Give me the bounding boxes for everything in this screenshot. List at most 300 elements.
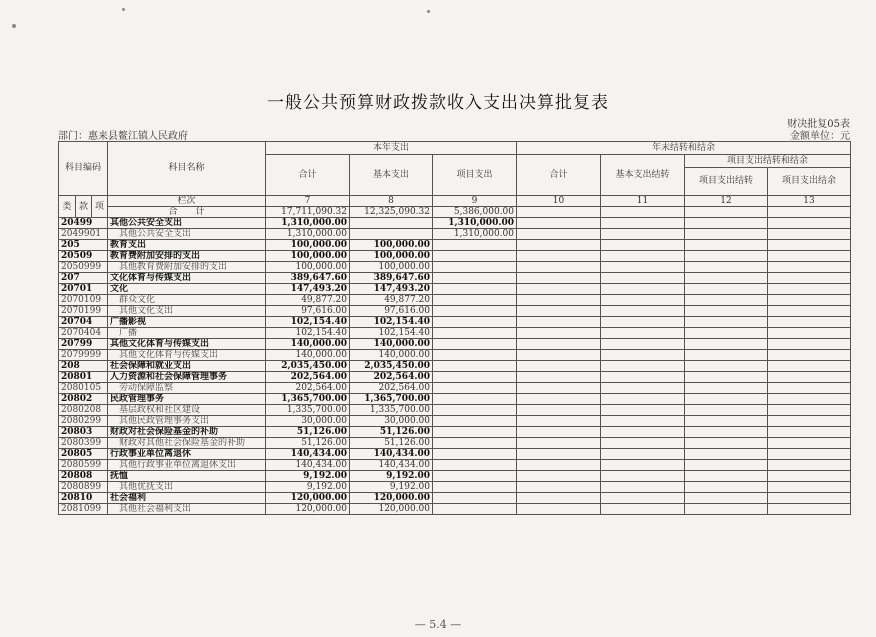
empty-cell (517, 438, 601, 449)
table-row (59, 262, 851, 273)
row-basic: 51,126.00 (350, 438, 433, 449)
row-project (433, 328, 517, 339)
empty-cell (685, 449, 768, 460)
empty-cell (768, 306, 851, 317)
row-project (433, 427, 517, 438)
row-code: 2080299 (59, 416, 108, 427)
header-subject-code: 科目编码 (59, 142, 108, 196)
empty-cell (517, 273, 601, 284)
row-code: 207 (59, 273, 108, 284)
empty-cell (601, 218, 685, 229)
row-total: 140,000.00 (266, 350, 350, 361)
row-basic: 9,192.00 (350, 482, 433, 493)
table-row (59, 372, 851, 383)
row-code: 20808 (59, 471, 108, 482)
row-project (433, 405, 517, 416)
row-total: 389,647.60 (266, 273, 350, 284)
row-name: 广播影视 (108, 317, 266, 328)
row-code: 20499 (59, 218, 108, 229)
row-total: 1,310,000.00 (266, 218, 350, 229)
empty-cell (517, 493, 601, 504)
row-project (433, 471, 517, 482)
empty-cell (517, 350, 601, 361)
table-row (59, 229, 851, 240)
header-year-end: 年末结转和结余 (517, 142, 851, 155)
row-code: 20801 (59, 372, 108, 383)
row-project (433, 416, 517, 427)
empty-cell (768, 427, 851, 438)
row-project (433, 449, 517, 460)
header-column-no: 栏次 (108, 196, 266, 207)
table-row (59, 383, 851, 394)
empty-cell (768, 218, 851, 229)
row-total: 100,000.00 (266, 240, 350, 251)
empty-cell (768, 482, 851, 493)
empty-cell (685, 372, 768, 383)
row-project (433, 482, 517, 493)
row-total: 140,434.00 (266, 460, 350, 471)
row-name: 财政对其他社会保险基金的补助 (108, 438, 266, 449)
col-num: 13 (768, 196, 851, 207)
col-num: 11 (601, 196, 685, 207)
grand-total-amount: 17,711,090.32 (266, 207, 350, 218)
amount-unit: 金额单位：元 (790, 131, 850, 142)
header-ye-total: 合计 (517, 155, 601, 196)
row-basic: 202,564.00 (350, 383, 433, 394)
row-project (433, 350, 517, 361)
row-basic: 140,434.00 (350, 449, 433, 460)
table-row (59, 427, 851, 438)
row-code: 208 (59, 361, 108, 372)
empty-cell (685, 251, 768, 262)
empty-cell (601, 339, 685, 350)
empty-cell (685, 460, 768, 471)
empty-cell (517, 361, 601, 372)
budget-table-wrapper (58, 141, 850, 515)
row-code: 2070199 (59, 306, 108, 317)
empty-cell (517, 482, 601, 493)
row-name: 教育支出 (108, 240, 266, 251)
empty-cell (685, 229, 768, 240)
row-total: 120,000.00 (266, 504, 350, 515)
empty-cell (768, 449, 851, 460)
col-num: 9 (433, 196, 517, 207)
empty-cell (685, 493, 768, 504)
header-lei: 类 (59, 196, 76, 218)
row-basic: 140,434.00 (350, 460, 433, 471)
row-project (433, 394, 517, 405)
empty-cell (601, 229, 685, 240)
empty-cell (768, 273, 851, 284)
row-basic: 102,154.40 (350, 328, 433, 339)
table-row (59, 471, 851, 482)
empty-cell (768, 240, 851, 251)
empty-cell (601, 350, 685, 361)
row-basic: 140,000.00 (350, 350, 433, 361)
empty-cell (768, 460, 851, 471)
row-name: 抚恤 (108, 471, 266, 482)
row-name: 其他公共安全支出 (108, 218, 266, 229)
empty-cell (768, 251, 851, 262)
header-ye-project-carry: 项目支出结转 (685, 168, 768, 196)
empty-cell (685, 218, 768, 229)
header-kuan: 款 (76, 196, 92, 218)
col-num: 12 (685, 196, 768, 207)
row-name: 其他社会福利支出 (108, 504, 266, 515)
empty-cell (685, 262, 768, 273)
scan-speck (12, 24, 16, 28)
scan-speck (122, 8, 125, 11)
empty-cell (685, 306, 768, 317)
row-code: 20509 (59, 251, 108, 262)
empty-cell (768, 361, 851, 372)
row-code: 2049901 (59, 229, 108, 240)
form-code: 财决批复05表 (787, 119, 850, 130)
table-row (59, 493, 851, 504)
row-name: 社会福利 (108, 493, 266, 504)
row-project (433, 361, 517, 372)
row-basic (350, 218, 433, 229)
empty-cell (768, 504, 851, 515)
empty-cell (768, 295, 851, 306)
row-project (433, 295, 517, 306)
row-name: 其他教育费附加安排的支出 (108, 262, 266, 273)
empty-cell (768, 394, 851, 405)
empty-cell (601, 427, 685, 438)
table-row (59, 218, 851, 229)
row-code: 20805 (59, 449, 108, 460)
row-name: 财政对社会保险基金的补助 (108, 427, 266, 438)
budget-table (58, 141, 851, 515)
empty-cell (685, 361, 768, 372)
row-name: 文化体育与传媒支出 (108, 273, 266, 284)
header-project: 项目支出 (433, 155, 517, 196)
row-project (433, 504, 517, 515)
row-name: 其他文化支出 (108, 306, 266, 317)
row-total: 49,877.20 (266, 295, 350, 306)
empty-cell (601, 460, 685, 471)
row-total: 202,564.00 (266, 372, 350, 383)
row-project: 1,310,000.00 (433, 229, 517, 240)
row-name: 民政管理事务 (108, 394, 266, 405)
empty-cell (517, 405, 601, 416)
empty-cell (601, 306, 685, 317)
table-row (59, 251, 851, 262)
row-basic: 120,000.00 (350, 504, 433, 515)
empty-cell (517, 372, 601, 383)
row-name: 行政事业单位离退休 (108, 449, 266, 460)
row-basic: 9,192.00 (350, 471, 433, 482)
table-row (59, 317, 851, 328)
empty-cell (768, 493, 851, 504)
row-code: 2079999 (59, 350, 108, 361)
table-row (59, 482, 851, 493)
row-total: 202,564.00 (266, 383, 350, 394)
empty-cell (768, 317, 851, 328)
table-body (59, 218, 851, 515)
document-title: 一般公共预算财政拨款收入支出决算批复表 (267, 93, 609, 113)
row-project (433, 383, 517, 394)
row-code: 2080599 (59, 460, 108, 471)
empty-cell (601, 449, 685, 460)
row-basic: 97,616.00 (350, 306, 433, 317)
department-label: 部门：惠来县鳌江镇人民政府 (58, 131, 188, 142)
col-num: 7 (266, 196, 350, 207)
row-name: 广播 (108, 328, 266, 339)
row-project (433, 284, 517, 295)
row-code: 20701 (59, 284, 108, 295)
row-code: 2070109 (59, 295, 108, 306)
empty-cell (685, 317, 768, 328)
empty-cell (601, 240, 685, 251)
row-total: 30,000.00 (266, 416, 350, 427)
empty-cell (685, 284, 768, 295)
row-total: 9,192.00 (266, 482, 350, 493)
table-row (59, 405, 851, 416)
row-code: 205 (59, 240, 108, 251)
empty-cell (601, 482, 685, 493)
empty-cell (601, 493, 685, 504)
empty-cell (768, 405, 851, 416)
empty-cell (517, 471, 601, 482)
empty-cell (517, 306, 601, 317)
empty-cell (517, 383, 601, 394)
row-project (433, 306, 517, 317)
row-basic: 100,000.00 (350, 262, 433, 273)
empty-cell (685, 328, 768, 339)
empty-cell (601, 262, 685, 273)
row-code: 20802 (59, 394, 108, 405)
header-basic: 基本支出 (350, 155, 433, 196)
empty-cell (517, 460, 601, 471)
grand-total-label: 合 计 (108, 207, 266, 218)
table-header (59, 142, 851, 218)
table-row (59, 504, 851, 515)
row-project (433, 339, 517, 350)
table-row (59, 361, 851, 372)
empty-cell (685, 350, 768, 361)
row-name: 社会保障和就业支出 (108, 361, 266, 372)
row-name: 其他民政管理事务支出 (108, 416, 266, 427)
empty-cell (601, 416, 685, 427)
empty-cell (517, 504, 601, 515)
empty-cell (601, 328, 685, 339)
empty-cell (768, 438, 851, 449)
empty-cell (601, 405, 685, 416)
empty-cell (685, 438, 768, 449)
empty-cell (517, 284, 601, 295)
empty-cell (768, 284, 851, 295)
table-row (59, 306, 851, 317)
row-total: 51,126.00 (266, 438, 350, 449)
row-project (433, 240, 517, 251)
row-total: 100,000.00 (266, 262, 350, 273)
empty-cell (768, 372, 851, 383)
empty-cell (685, 427, 768, 438)
row-total: 1,310,000.00 (266, 229, 350, 240)
empty-cell (517, 339, 601, 350)
row-code: 2080208 (59, 405, 108, 416)
empty-cell (685, 240, 768, 251)
empty-cell (685, 482, 768, 493)
row-name: 其他公共安全支出 (108, 229, 266, 240)
row-total: 140,000.00 (266, 339, 350, 350)
row-project (433, 372, 517, 383)
grand-total-project: 5,386,000.00 (433, 207, 517, 218)
empty-cell (685, 339, 768, 350)
header-project-group: 项目支出结转和结余 (685, 155, 851, 168)
empty-cell (517, 295, 601, 306)
row-name: 文化 (108, 284, 266, 295)
row-project (433, 251, 517, 262)
scan-speck (427, 10, 430, 13)
row-basic: 1,335,700.00 (350, 405, 433, 416)
empty-cell (517, 240, 601, 251)
empty-cell (685, 295, 768, 306)
row-basic: 147,493.20 (350, 284, 433, 295)
row-basic: 49,877.20 (350, 295, 433, 306)
row-name: 教育费附加安排的支出 (108, 251, 266, 262)
row-project (433, 493, 517, 504)
row-project (433, 262, 517, 273)
row-code: 2070404 (59, 328, 108, 339)
empty-cell (768, 383, 851, 394)
table-row (59, 449, 851, 460)
row-project: 1,310,000.00 (433, 218, 517, 229)
empty-cell (768, 350, 851, 361)
row-name: 其他行政事业单位离退休支出 (108, 460, 266, 471)
empty-cell (517, 427, 601, 438)
header-ye-project-balance: 项目支出结余 (768, 168, 851, 196)
row-total: 140,434.00 (266, 449, 350, 460)
empty-cell (685, 405, 768, 416)
row-basic: 100,000.00 (350, 240, 433, 251)
row-total: 2,035,450.00 (266, 361, 350, 372)
empty-cell (768, 339, 851, 350)
table-row (59, 416, 851, 427)
row-total: 100,000.00 (266, 251, 350, 262)
empty-cell (601, 438, 685, 449)
row-basic: 30,000.00 (350, 416, 433, 427)
row-name: 群众文化 (108, 295, 266, 306)
table-row (59, 328, 851, 339)
row-name: 基层政权和社区建设 (108, 405, 266, 416)
grand-total-basic: 12,325,090.32 (350, 207, 433, 218)
table-row (59, 339, 851, 350)
empty-cell (517, 262, 601, 273)
row-total: 9,192.00 (266, 471, 350, 482)
page-number: — 5.4 — (414, 618, 462, 631)
row-basic: 140,000.00 (350, 339, 433, 350)
empty-cell (685, 207, 768, 218)
row-basic: 51,126.00 (350, 427, 433, 438)
row-total: 97,616.00 (266, 306, 350, 317)
empty-cell (601, 295, 685, 306)
empty-cell (685, 383, 768, 394)
row-code: 20803 (59, 427, 108, 438)
empty-cell (601, 273, 685, 284)
empty-cell (768, 207, 851, 218)
row-total: 147,493.20 (266, 284, 350, 295)
row-total: 102,154.40 (266, 317, 350, 328)
row-name: 其他优抚支出 (108, 482, 266, 493)
col-num: 8 (350, 196, 433, 207)
row-total: 1,335,700.00 (266, 405, 350, 416)
empty-cell (685, 273, 768, 284)
row-basic: 389,647.60 (350, 273, 433, 284)
table-row (59, 284, 851, 295)
row-code: 2081099 (59, 504, 108, 515)
row-project (433, 317, 517, 328)
header-ye-basic: 基本支出结转 (601, 155, 685, 196)
empty-cell (601, 207, 685, 218)
empty-cell (768, 229, 851, 240)
empty-cell (768, 471, 851, 482)
col-num: 10 (517, 196, 601, 207)
row-total: 120,000.00 (266, 493, 350, 504)
empty-cell (685, 504, 768, 515)
row-code: 2080105 (59, 383, 108, 394)
table-row (59, 438, 851, 449)
empty-cell (517, 449, 601, 460)
row-total: 102,154.40 (266, 328, 350, 339)
empty-cell (601, 383, 685, 394)
row-basic: 120,000.00 (350, 493, 433, 504)
row-project (433, 460, 517, 471)
row-code: 20799 (59, 339, 108, 350)
row-basic: 2,035,450.00 (350, 361, 433, 372)
row-project (433, 273, 517, 284)
table-row (59, 350, 851, 361)
row-total: 51,126.00 (266, 427, 350, 438)
row-code: 2080899 (59, 482, 108, 493)
empty-cell (601, 504, 685, 515)
empty-cell (517, 317, 601, 328)
header-total: 合计 (266, 155, 350, 196)
header-current-expense: 本年支出 (266, 142, 517, 155)
empty-cell (685, 416, 768, 427)
table-row (59, 273, 851, 284)
empty-cell (601, 284, 685, 295)
empty-cell (517, 207, 601, 218)
table-row (59, 295, 851, 306)
empty-cell (517, 394, 601, 405)
row-name: 其他文化体育与传媒支出 (108, 350, 266, 361)
header-subject-name: 科目名称 (108, 142, 266, 196)
empty-cell (768, 416, 851, 427)
table-row (59, 240, 851, 251)
empty-cell (601, 372, 685, 383)
row-name: 劳动保障监察 (108, 383, 266, 394)
empty-cell (517, 229, 601, 240)
row-name: 其他文化体育与传媒支出 (108, 339, 266, 350)
row-name: 人力资源和社会保障管理事务 (108, 372, 266, 383)
row-basic: 1,365,700.00 (350, 394, 433, 405)
row-code: 20704 (59, 317, 108, 328)
empty-cell (601, 361, 685, 372)
empty-cell (601, 317, 685, 328)
row-code: 2080399 (59, 438, 108, 449)
empty-cell (517, 416, 601, 427)
row-code: 2050999 (59, 262, 108, 273)
empty-cell (517, 251, 601, 262)
row-total: 1,365,700.00 (266, 394, 350, 405)
empty-cell (517, 218, 601, 229)
row-basic: 102,154.40 (350, 317, 433, 328)
row-basic (350, 229, 433, 240)
row-project (433, 438, 517, 449)
table-row (59, 460, 851, 471)
